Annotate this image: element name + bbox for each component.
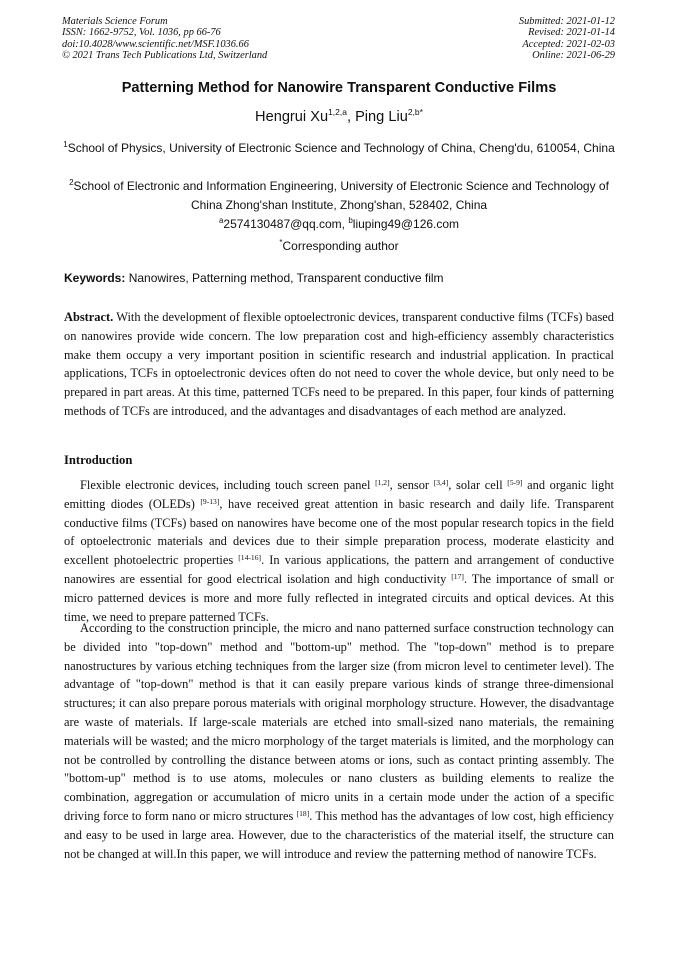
email-marker: a <box>218 216 224 225</box>
paper-title: Patterning Method for Nanowire Transparent Conductive Films <box>121 80 557 96</box>
submitted-date: Submitted: 2021-01-12 <box>518 16 615 27</box>
journal-name: Materials Science Forum <box>62 16 168 27</box>
email-line <box>58 211 620 234</box>
affiliation-2 <box>58 173 620 215</box>
corresponding-text: Corresponding author <box>282 239 399 253</box>
paragraph-text: . The importance of small or micro patterned devices is more and more fully reflected in integrated circuits and optical devices. At this time, we need to prepare patterned TCFs. <box>64 571 614 624</box>
section-heading-introduction: Introduction <box>64 453 133 467</box>
citation-ref: [9-13] <box>200 496 220 506</box>
author-separator: , <box>346 108 356 125</box>
paragraph-text: , have received great attention in basic research and daily life. Transparent conductive films (TCFs) based on nanowires have become one of the most popular research topics in the field of optoelectronic materials and devices due to their simple preparation process, moderate elasticity and excellent photoelectric properties <box>64 496 614 568</box>
citation-ref: [3,4] <box>433 478 449 487</box>
email-address: liuping49@126.com <box>352 217 460 231</box>
affiliation-1 <box>58 135 620 158</box>
issn-line: ISSN: 1662-9752, Vol. 1036, pp 66-76 <box>62 27 221 39</box>
corresponding-marker: * <box>279 238 283 247</box>
paragraph-text: According to the construction principle, the micro and nano patterned surface construction technology can be divided into "top-down" method and "bottom-up" method. The "top-down" method is to prepare nanostructures by various etching techniques from the larger size (from micron level to centimeter level). The advantage of "top-down" method is that it can easily prepare various kinds of strange three-dimensional structures; it can also prepare porous materials with original morphology structure. However, the disadvantage are waste of materials. If large-scale materials are etched into small-sized nano materials, the remaining materials will be wasted; and the micro morphology of the target materials is limited, and the morphology can not be controlled by controlling the distance between atoms or ions, such as contact printing assembly. The "bottom-up" method is to use atoms, molecules or nano clusters as building elements to realize the combination, aggregation or accumulation of micro units in a certain mode under the action of a specific driving force to form nano or micro structures <box>64 621 614 823</box>
affiliation-text: School of Physics, University of Electronic Science and Technology of China, Cheng'du, 610054, China <box>67 141 615 155</box>
author-superscript: 2,b* <box>407 107 423 117</box>
copyright-line: © 2021 Trans Tech Publications Ltd, Switzerland <box>62 50 268 62</box>
author-superscript: 1,2,a <box>328 107 347 117</box>
keywords-text: Nanowires, Patterning method, Transparent conductive film <box>125 271 444 285</box>
paragraph-text: and organic light emitting diodes (OLEDs) <box>64 478 614 511</box>
intro-paragraph-2 <box>64 619 614 863</box>
intro-paragraph-1 <box>64 476 614 626</box>
corresponding-author-note <box>58 233 620 256</box>
paragraph-text: , solar cell <box>448 478 508 492</box>
paragraph-text: , sensor <box>389 478 434 492</box>
paragraph-text: . In various applications, the pattern and arrangement of conductive nanowires are essential for good electrical isolation and high conductivity <box>64 553 614 586</box>
author-line <box>40 107 638 125</box>
paragraph-text: Flexible electronic devices, including touch screen panel <box>80 478 376 492</box>
email-separator: , <box>341 217 349 231</box>
online-date: Online: 2021-06-29 <box>532 50 615 62</box>
citation-ref: [18] <box>296 808 310 818</box>
keywords-label: Keywords: <box>64 271 126 285</box>
email-address: 2574130487@qq.com <box>223 217 342 231</box>
revised-date: Revised: 2021-01-14 <box>528 27 615 39</box>
affiliation-text: School of Electronic and Information Engineering, University of Electronic Science and Technology of China Zhong'shan Institute, Zhong'shan, 528402, China <box>73 179 609 212</box>
journal-header-right <box>519 16 615 62</box>
doi-line: doi:10.4028/www.scientific.net/MSF.1036.66 <box>62 38 249 50</box>
paragraph-text: . This method has the advantages of low cost, high efficiency and easy to be used in large area. However, due to the characteristics of the material itself, the structure can not be changed at will.In this paper, we will introduce and review the patterning method of nanowire TCFs. <box>64 808 614 861</box>
citation-ref: [17] <box>451 571 464 581</box>
abstract-label: Abstract. <box>64 310 114 324</box>
citation-ref: [5-9] <box>507 478 523 487</box>
affiliation-marker: 2 <box>69 178 74 187</box>
keywords-line <box>64 270 624 286</box>
journal-header-left <box>62 16 267 62</box>
affiliation-marker: 1 <box>63 140 68 149</box>
citation-ref: [1,2] <box>375 478 390 487</box>
abstract-text: With the development of flexible optoelectronic devices, transparent conductive films (TCFs) based on nanowires provide wide concern. The low preparation cost and high-efficiency assembly characteristics make them occupy a very important position in scientific research and industrial application. In practical applications, TCFs in optoelectronic devices often do not need to cover the whole device, but only need to be prepared in part areas. At this time, patterned TCFs need to be prepared. In this paper, four kinds of patterning methods of TCFs are introduced, and the advantages and disadvantages of each method are analyzed. <box>64 310 614 418</box>
author-name: Hengrui Xu <box>255 108 329 125</box>
citation-ref: [14-16] <box>238 553 262 563</box>
abstract-paragraph <box>64 308 614 421</box>
author-name: Ping Liu <box>355 108 408 125</box>
email-marker: b <box>348 216 353 225</box>
accepted-date: Accepted: 2021-02-03 <box>522 38 615 50</box>
